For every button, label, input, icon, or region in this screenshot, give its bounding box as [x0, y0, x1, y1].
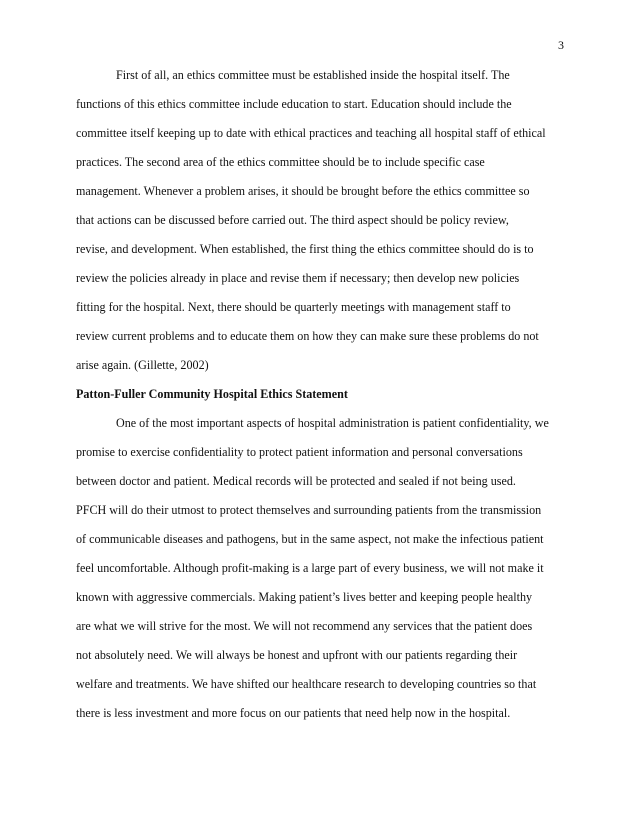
text-line: feel uncomfortable. Although profit-making is a large part of every business, we will not make it — [76, 561, 544, 575]
text-line: review current problems and to educate them on how they can make sure these problems do not — [76, 329, 539, 343]
text-line: First of all, an ethics committee must be established inside the hospital itself. The — [116, 68, 510, 82]
text-line: PFCH will do their utmost to protect themselves and surrounding patients from the transmission — [76, 503, 542, 517]
text-line: there is less investment and more focus on our patients that need help now in the hospital. — [76, 706, 511, 720]
text-line: not absolutely need. We will always be honest and upfront with our patients regarding their — [76, 648, 518, 662]
page-number: 3 — [558, 38, 564, 52]
section-heading: Patton-Fuller Community Hospital Ethics Statement — [76, 387, 348, 401]
text-line: committee itself keeping up to date with ethical practices and teaching all hospital staff of ethical — [76, 126, 546, 140]
text-line: One of the most important aspects of hospital administration is patient confidentiality, we — [116, 416, 549, 430]
text-line: known with aggressive commercials. Making patient’s lives better and keeping people healthy — [76, 590, 533, 604]
text-line: functions of this ethics committee include education to start. Education should include the — [76, 97, 512, 111]
text-line: practices. The second area of the ethics committee should be to include specific case — [76, 155, 485, 169]
text-line: between doctor and patient. Medical records will be protected and sealed if not being used. — [76, 474, 516, 488]
text-line: promise to exercise confidentiality to protect patient information and personal conversations — [76, 445, 523, 459]
text-line: revise, and development. When established, the first thing the ethics committee should do is to — [76, 242, 534, 256]
text-line: of communicable diseases and pathogens, but in the same aspect, not make the infectious patient — [76, 532, 544, 546]
text-line: review the policies already in place and revise them if necessary; then develop new policies — [76, 271, 520, 285]
text-line: welfare and treatments. We have shifted our healthcare research to developing countries so that — [76, 677, 537, 691]
text-line: are what we will strive for the most. We will not recommend any services that the patient does — [76, 619, 533, 633]
text-line: arise again. (Gillette, 2002) — [76, 358, 209, 372]
text-line: fitting for the hospital. Next, there should be quarterly meetings with management staff to — [76, 300, 511, 314]
text-line: that actions can be discussed before carried out. The third aspect should be policy review, — [76, 213, 509, 227]
text-line: management. Whenever a problem arises, it should be brought before the ethics committee so — [76, 184, 530, 198]
